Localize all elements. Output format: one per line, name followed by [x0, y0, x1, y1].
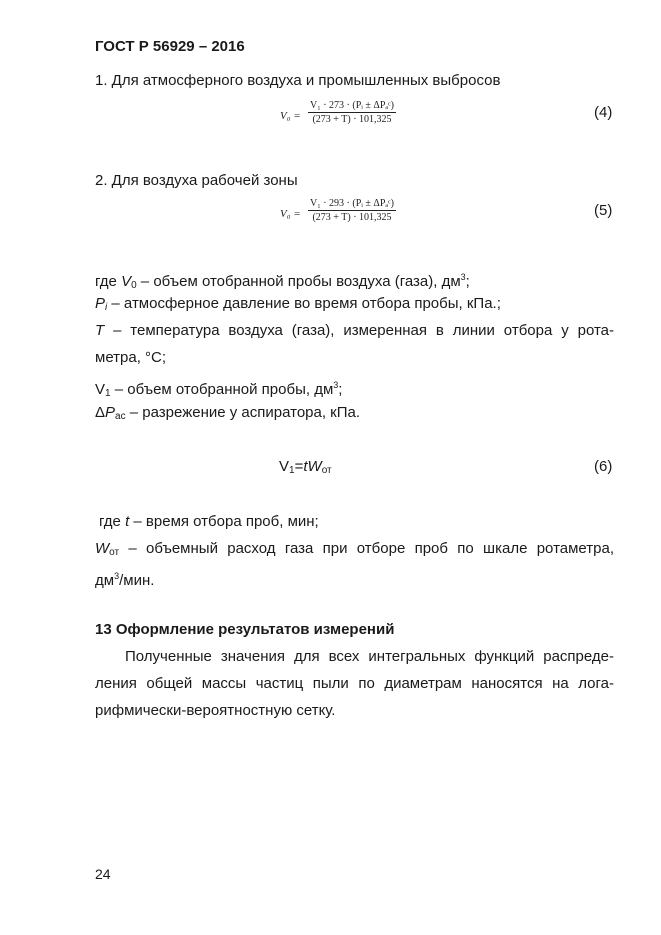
- definition-dp: $\Delta P_{ас}$ – разрежение у аспиратора, кПа.: [95, 404, 361, 422]
- section-1-heading: 1. Для атмосферного воздуха и промышленных выбросов: [95, 72, 501, 89]
- definition-v1: $V_1$ – объем отобранной пробы, $дм^3$;: [95, 380, 343, 399]
- definition-w: $W_{от}$ – объемный расход газа при отборе проб по шкале ротаметра,: [95, 540, 614, 558]
- definition-t: T – температура воздуха (газа), измеренная в линии отбора у рота-: [95, 322, 614, 339]
- formula-4-numerator: V₁ · 273 · (Pᵢ ± ΔPₐᶜ): [310, 100, 394, 111]
- section-2-heading: 2. Для воздуха рабочей зоны: [95, 172, 298, 189]
- definition-t-cont: метра, °С;: [95, 349, 167, 366]
- formula-4-number: (4): [594, 104, 613, 121]
- formula-5: [280, 198, 420, 234]
- formula-5-lhs: V₀ =: [280, 208, 301, 220]
- formula-5-number: (5): [594, 202, 613, 219]
- definition-v0: где $V_0$ – объем отобранной пробы воздуха (газа), $дм^3$;: [95, 272, 470, 291]
- formula-5-numerator: V₁ · 293 · (Pᵢ ± ΔPₐᶜ): [310, 198, 394, 209]
- formula-6: $V_1=tW_{от}$: [279, 458, 332, 476]
- page-number: 24: [95, 866, 111, 882]
- formula-4-lhs: V₀ =: [280, 110, 301, 122]
- formula-4: [280, 100, 420, 136]
- formula-4-denominator: (273 + T) · 101,325: [312, 114, 392, 125]
- section-13-para-line-3: рифмически-вероятностную сетку.: [95, 702, 336, 719]
- section-13-heading: 13 Оформление результатов измерений: [95, 621, 395, 638]
- formula-6-number: (6): [594, 458, 613, 475]
- section-13-para-line-2: ления общей массы частиц пыли по диаметрам наносятся на лога-: [95, 675, 614, 692]
- section-13-para-line-1: Полученные значения для всех интегральных функций распреде-: [125, 648, 614, 665]
- definition-t-time: где t – время отбора проб, мин;: [99, 513, 319, 530]
- formula-5-fraction-bar: [308, 210, 396, 211]
- formula-5-denominator: (273 + T) · 101,325: [312, 212, 392, 223]
- document-header: ГОСТ Р 56929 – 2016: [95, 38, 245, 55]
- definition-pi: $P_i$ – атмосферное давление во время отбора пробы, кПа.;: [95, 295, 501, 313]
- definition-w-cont: $дм^3$/мин.: [95, 571, 155, 589]
- formula-4-fraction-bar: [308, 112, 396, 113]
